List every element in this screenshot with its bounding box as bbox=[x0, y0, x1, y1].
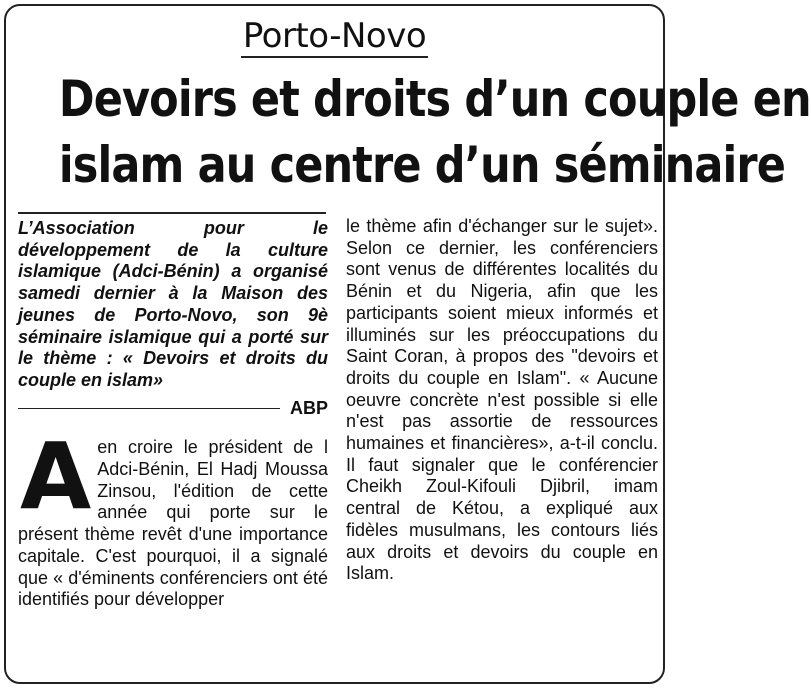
chapeau: L’Association pour le développement de la culture islamique (Adci-Bénin) a organisé samedi dernier à la Maison des jeunes de Porto-Novo, son 9è séminaire islamique qui a porté sur le thème : « Devoirs et droits du couple en islam» bbox=[18, 218, 328, 390]
signature: ABP bbox=[289, 397, 328, 418]
signature-rule bbox=[18, 408, 280, 409]
right-column bbox=[346, 216, 658, 585]
headline bbox=[14, 66, 811, 198]
headline-line-2: islam au centre d’un séminaire bbox=[58, 136, 786, 194]
kicker bbox=[6, 16, 663, 56]
kicker-text: Porto-Novo bbox=[242, 16, 427, 56]
headline-line-1: Devoirs et droits d’un couple en bbox=[58, 70, 811, 128]
chapeau-top-rule bbox=[18, 212, 326, 214]
body-right-text: le thème afin d'échanger sur le sujet». Selon ce dernier, les conférenciers sont venus de différentes localités du Bénin et du Nigeria, afin que les participants soient mieux informés et illuminés sur les préoccupations du Saint Coran, à propos des "devoirs et droits du couple en Islam". « Aucune oeuvre concrète n'est possible si elle n'est pas assortie de ressources humaines et financières», a-t-il conclu. Il faut signaler que le conférencier Cheikh Zoul-Kifouli Djibril, imam central de Kétou, a expliqué aux fidèles musulmans, les contours liés aux droits et devoirs du couple en Islam. bbox=[346, 216, 658, 584]
body-left bbox=[18, 423, 328, 611]
left-column bbox=[18, 212, 328, 611]
drop-cap: A bbox=[20, 423, 92, 531]
article-frame bbox=[4, 4, 811, 684]
signature-row bbox=[18, 398, 328, 420]
body-left-text: en croire le président de l Adci-Bénin, El Hadj Moussa Zinsou, l'édition de cette année qui porte sur le présent thème revêt d'une importance capitale. C'est pourquoi, il a signalé que « d'éminents conférenciers ont été identifiés pour développer bbox=[18, 437, 328, 610]
